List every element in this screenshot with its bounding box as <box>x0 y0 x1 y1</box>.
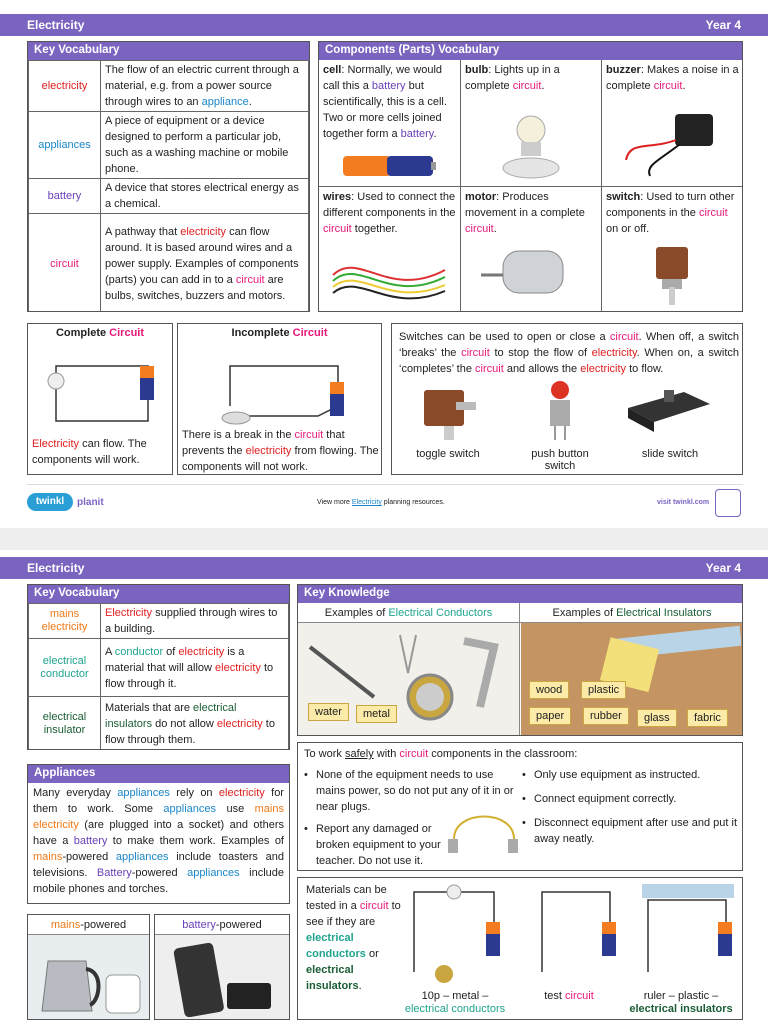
page2-year: Year 4 <box>705 561 741 575</box>
slide-switch-label: slide switch <box>641 448 699 460</box>
test-circuit-caption: test circuit <box>544 990 594 1002</box>
vocab-table <box>28 60 309 312</box>
vocab-term: mains electricity <box>29 604 101 639</box>
page1-footer <box>27 484 743 520</box>
kettle-plug-icon <box>34 941 144 1017</box>
buzzer-icon <box>620 110 720 180</box>
key-vocabulary-panel-2 <box>27 584 290 750</box>
phone-battery-icon <box>169 941 279 1017</box>
vocab-definition: A pathway that electricity can flow around. It is based around wires and a power supply. Examples of components (parts) you can add in to a circuit are bulbs, switches, buzzers and motors. <box>101 214 309 313</box>
battery-powered-label: battery-powered <box>155 915 289 935</box>
table-row <box>29 179 309 214</box>
table-row <box>29 604 289 639</box>
table-row <box>29 697 289 751</box>
insulator-label-fabric: fabric <box>687 709 728 727</box>
insulators-image <box>521 623 743 736</box>
vocab-definition: Materials that are electrical insulators do not allow electricity to flow through them. <box>101 697 289 751</box>
insulator-label-paper: paper <box>529 707 571 725</box>
incomplete-circuit-title: Incomplete Circuit <box>231 327 328 339</box>
key-knowledge-header: Key Knowledge <box>298 585 742 603</box>
insulator-test-circuit <box>636 882 740 992</box>
appliances-panel <box>27 764 290 904</box>
list-item: • Only use equipment as instructed. <box>520 767 740 783</box>
crocodile-clip-wire-icon <box>444 809 524 859</box>
test-circuit-diagram <box>530 882 620 992</box>
components-header: Components (Parts) Vocabulary <box>319 42 742 60</box>
table-row <box>29 112 309 179</box>
key-vocabulary-header: Key Vocabulary <box>28 42 309 60</box>
motor-icon <box>481 245 581 301</box>
appliances-text: Many everyday appliances rely on electricity for them to work. Some appliances use mains electricity (are plugged into a socket) and others have a battery to make them work. Examples of mains-powered appliances include toasters and televisions. Battery-powered appliances include mobile phones and torches. <box>33 787 284 895</box>
page1-title-bar <box>0 14 768 36</box>
incomplete-circuit-text: There is a break in the circuit that prevents the electricity from flowing. The components will not work. <box>182 429 379 473</box>
conductors-heading: Examples of Electrical Conductors <box>298 603 520 623</box>
insulator-label-wood: wood <box>529 681 569 699</box>
safety-intro: To work safely with circuit components in the classroom: <box>304 748 578 760</box>
complete-circuit-panel <box>27 323 173 475</box>
vocab-definition: A piece of equipment or a device designed to perform a particular job, such as a washing machine or mobile phone. <box>101 112 309 179</box>
mains-powered-panel <box>27 914 150 1020</box>
components-vocabulary-panel <box>318 41 743 312</box>
insulator-label-plastic: plastic <box>581 681 626 699</box>
page1-year: Year 4 <box>705 18 741 32</box>
conductor-caption: 10p – metal – electrical conductors <box>404 990 506 1015</box>
table-row <box>29 639 289 697</box>
switches-panel <box>391 323 743 475</box>
battery-powered-panel <box>154 914 290 1020</box>
component-bulb: bulb: Lights up in a complete circuit. <box>461 60 602 187</box>
battery-icon <box>341 152 437 182</box>
safety-list-right <box>520 767 740 853</box>
safety-panel <box>297 742 743 871</box>
vocab-term: battery <box>29 179 101 214</box>
vocab-definition: A device that stores electrical energy as a chemical. <box>101 179 309 214</box>
quality-badge-icon <box>715 489 741 517</box>
vocab-definition: A conductor of electricity is a material that will allow electricity to flow through it. <box>101 639 289 697</box>
component-wires: wires: Used to connect the different components in the circuit together. <box>319 187 461 312</box>
table-row <box>29 214 309 313</box>
slide-switch-icon <box>624 382 714 438</box>
key-vocabulary-header: Key Vocabulary <box>28 585 289 603</box>
testing-text: Materials can be tested in a circuit to see if they are electrical conductors or electrical insulators. <box>306 884 401 992</box>
page2-title-bar <box>0 557 768 579</box>
complete-circuit-title: Complete Circuit <box>55 327 145 339</box>
component-motor: motor: Produces movement in a complete circuit. <box>461 187 602 312</box>
table-row <box>29 61 309 112</box>
push-button-label: push button switch <box>531 448 589 472</box>
list-item: • Connect equipment correctly. <box>520 791 740 807</box>
complete-circuit-text: Electricity can flow. The components will work. <box>32 438 147 466</box>
list-item: • Report any damaged or broken equipment to your teacher. Do not use it. <box>302 821 442 869</box>
wires-icon <box>329 245 449 305</box>
incomplete-circuit-diagram <box>208 346 358 426</box>
conductor-test-circuit <box>404 882 504 992</box>
planit-logo: planit <box>77 497 104 508</box>
testing-panel <box>297 877 743 1020</box>
vocab-term: appliances <box>29 112 101 179</box>
vocab-term: electrical insulator <box>29 697 101 751</box>
toggle-switch-icon <box>650 243 694 307</box>
vocab-definition: The flow of an electric current through a material, e.g. from a power source through wires to an appliance. <box>101 61 309 112</box>
conductor-label-water: water <box>308 703 349 721</box>
component-buzzer: buzzer: Makes a noise in a complete circuit. <box>602 60 743 187</box>
incomplete-circuit-panel <box>177 323 382 475</box>
appliances-header: Appliances <box>28 765 289 783</box>
insulators-heading: Examples of Electrical Insulators <box>520 603 743 623</box>
key-vocabulary-panel <box>27 41 310 312</box>
list-item: • None of the equipment needs to use mains power, so do not put any of it in or near plugs. <box>302 767 522 815</box>
insulator-label-glass: glass <box>637 709 677 727</box>
vocab-term: circuit <box>29 214 101 313</box>
bulb-icon <box>499 112 563 182</box>
twinkl-logo: twinkl <box>27 493 73 511</box>
page1-subject: Electricity <box>27 18 85 32</box>
vocab-table-2 <box>28 603 289 750</box>
vocab-term: electrical conductor <box>29 639 101 697</box>
vocab-term: electricity <box>29 61 101 112</box>
page2-subject: Electricity <box>27 561 85 575</box>
toggle-switch-icon <box>420 384 480 444</box>
component-cell: cell: Normally, we would call this a battery but scientifically, this is a cell. Two or more cells joined together form a battery. <box>319 60 461 187</box>
key-knowledge-panel <box>297 584 743 736</box>
list-item: • Disconnect equipment after use and put it away neatly. <box>520 815 740 847</box>
component-switch: switch: Used to turn other components in the circuit on or off. <box>602 187 743 312</box>
push-button-icon <box>540 380 580 442</box>
conductor-label-metal: metal <box>356 705 397 723</box>
conductors-image <box>298 623 520 736</box>
vocab-definition: Electricity supplied through wires to a building. <box>101 604 289 639</box>
complete-circuit-diagram <box>36 346 166 426</box>
page-divider <box>0 528 768 550</box>
insulator-label-rubber: rubber <box>583 707 629 725</box>
visit-twinkl-link[interactable]: visit twinkl.com <box>657 499 710 506</box>
insulator-caption: ruler – plastic – electrical insulators <box>629 990 733 1015</box>
toggle-switch-label: toggle switch <box>416 448 480 460</box>
switches-text: Switches can be used to open or close a circuit. When off, a switch ‘breaks’ the circuit to stop the flow of electricity. When on, a switch ‘completes’ the circuit and allows the electricity to flow. <box>399 331 739 375</box>
footer-planning-text: View more Electricity planning resources. <box>317 499 445 506</box>
mains-powered-label: mains-powered <box>28 915 149 935</box>
electricity-resources-link[interactable]: Electricity <box>351 499 382 506</box>
